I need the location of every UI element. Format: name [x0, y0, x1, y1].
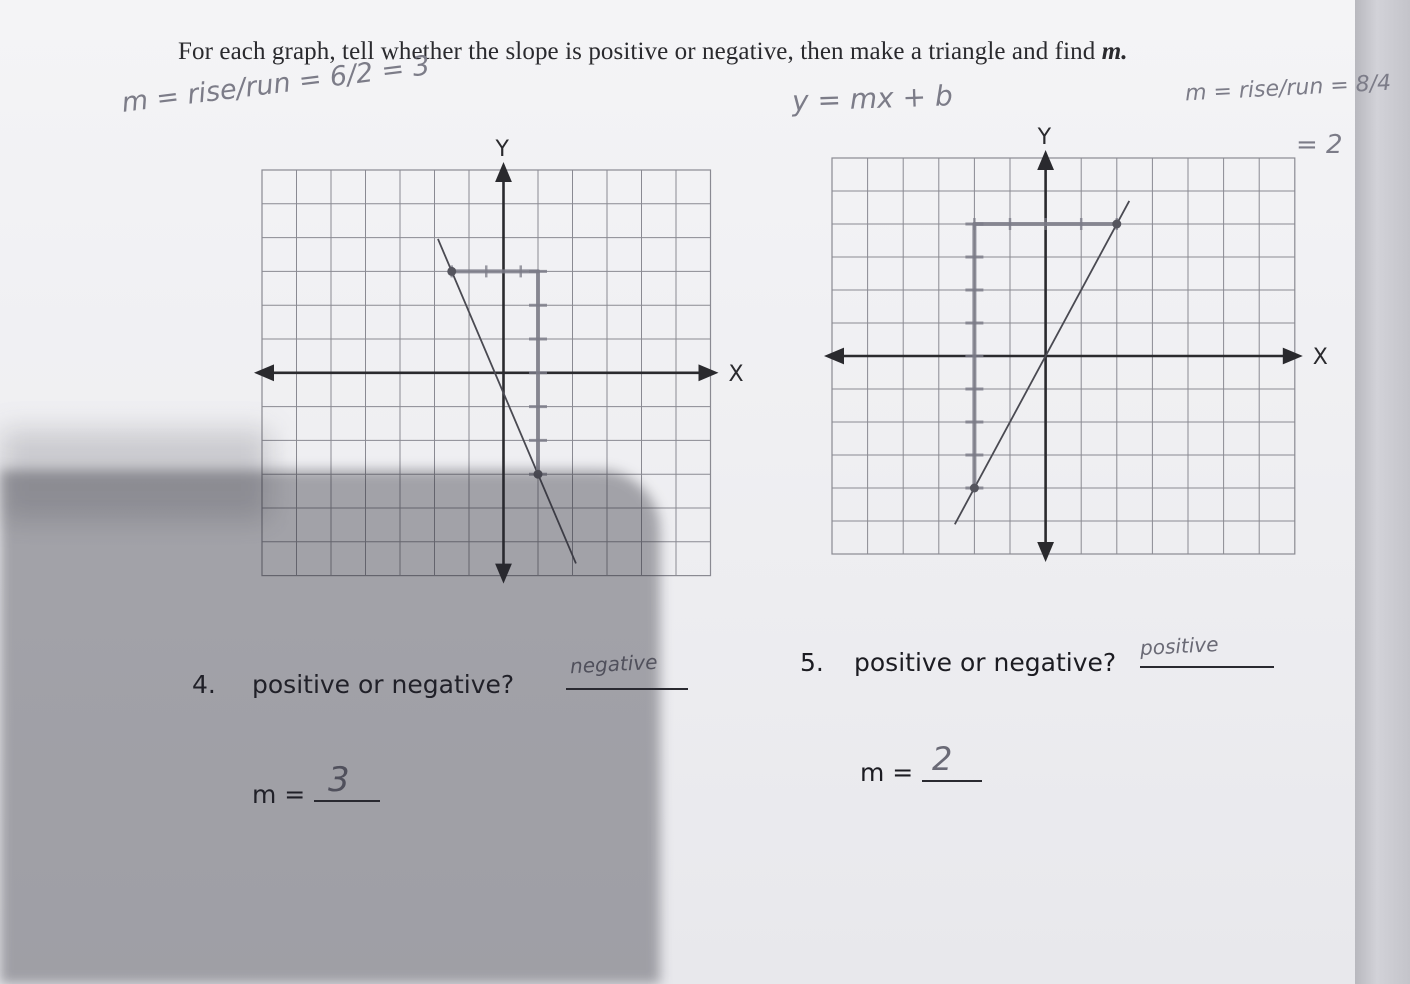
handwritten-left-slope: m = rise/run = 6/2 = 3 [120, 50, 432, 119]
question-5-prompt: positive or negative? [854, 648, 1117, 677]
hand-shadow [0, 470, 660, 984]
graph-1-x-arrow-right [699, 364, 719, 381]
graph-2-y-arrow-down [1037, 542, 1054, 562]
question-5-answer-line [1140, 666, 1274, 668]
graph-2-x-label: X [1312, 345, 1328, 370]
graph-1-x-label: X [728, 361, 744, 387]
question-5-answer: positive [1139, 631, 1220, 661]
graph-2-point-b [1112, 220, 1121, 229]
question-5-m-label: m = [860, 758, 914, 787]
question-4-m-value: 3 [328, 760, 350, 800]
graph-1-y-arrow-up [495, 162, 512, 182]
graph-2-y-label: Y [1037, 125, 1052, 150]
question-4-prompt: positive or negative? [252, 670, 515, 699]
graph-2-slope-line [955, 201, 1129, 524]
graph-2-x-arrow-right [1283, 348, 1303, 365]
question-5-number: 5. [800, 648, 824, 677]
question-4-m-label: m = [252, 780, 306, 809]
instruction-variable: m. [1101, 38, 1128, 65]
instruction-main: For each graph, tell whether the slope is positive or negative, then make a triangle and find [178, 38, 1102, 65]
handwritten-right-slope: m = rise/run = 8/4 [1184, 70, 1392, 107]
question-5-m-value: 2 [932, 740, 953, 778]
question-4-answer: negative [569, 649, 659, 679]
graph-1-x-arrow-left [254, 364, 274, 381]
graph-1-y-label: Y [495, 137, 509, 162]
question-4-number: 4. [192, 670, 216, 699]
question-5-m-line [922, 780, 982, 782]
graph-1-point-a [447, 267, 456, 276]
graph-2-point-a [970, 484, 979, 493]
handwritten-right-result: = 2 [1296, 130, 1343, 160]
graph-2-y-arrow-up [1037, 150, 1054, 170]
graph-2-x-arrow-left [824, 348, 844, 365]
handwritten-formula: y = mx + b [791, 79, 954, 118]
